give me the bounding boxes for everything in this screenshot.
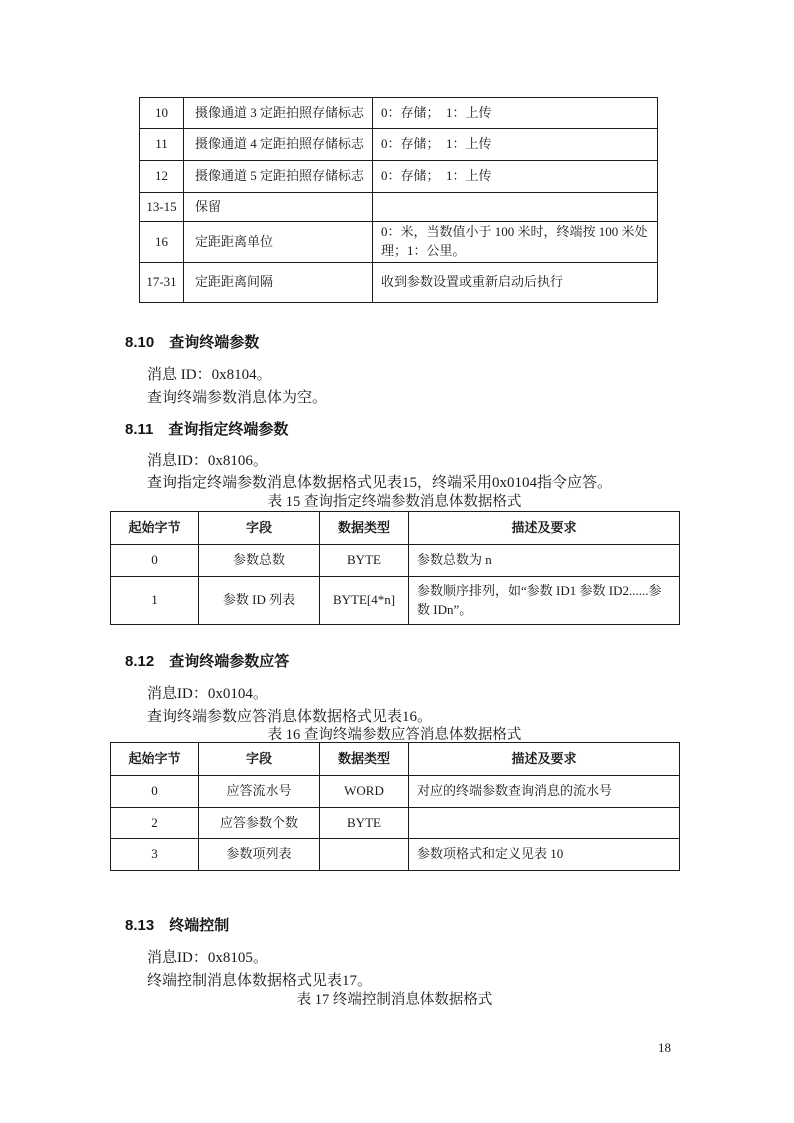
table-row	[111, 545, 680, 577]
cell-start-byte: 1	[111, 577, 199, 625]
cell-start-byte: 11	[140, 129, 184, 161]
section-title: 查询终端参数应答	[169, 653, 290, 670]
cell-field: 定距距离间隔	[184, 263, 373, 303]
section-title: 查询终端参数	[169, 334, 260, 351]
section-title: 查询指定终端参数	[168, 421, 289, 438]
table-row	[140, 129, 658, 161]
cell-description	[409, 808, 680, 839]
cell-data-type: BYTE[4*n]	[320, 577, 409, 625]
section-title: 终端控制	[169, 917, 230, 934]
cell-start-byte: 2	[111, 808, 199, 839]
table-header-row	[111, 512, 680, 545]
cell-description: 参数顺序排列，如“参数 ID1 参数 ID2......参数 IDn”。	[409, 577, 680, 625]
table-16-caption: 表 16 查询终端参数应答消息体数据格式	[267, 727, 522, 743]
cell-description: 参数项格式和定义见表 10	[409, 839, 680, 871]
cell-field: 摄像通道 3 定距拍照存储标志	[184, 98, 373, 129]
cell-start-byte: 17-31	[140, 263, 184, 303]
cell-field: 摄像通道 5 定距拍照存储标志	[184, 161, 373, 193]
page-number: 18	[658, 1040, 671, 1055]
section-number: 8.11	[125, 421, 154, 438]
paragraph-message-id: 消息ID：0x0104。	[147, 686, 268, 702]
cell-field: 应答参数个数	[199, 808, 320, 839]
cell-start-byte: 10	[140, 98, 184, 129]
section-number: 8.12	[125, 653, 155, 670]
header-field: 字段	[199, 743, 320, 776]
table-row	[140, 263, 658, 303]
table-row	[111, 776, 680, 808]
paragraph-body: 查询终端参数应答消息体数据格式见表16。	[147, 709, 433, 725]
cell-data-type: BYTE	[320, 545, 409, 577]
section-heading-8-11	[125, 418, 288, 439]
table-row	[140, 98, 658, 129]
header-description: 描述及要求	[409, 743, 680, 776]
cell-description: 收到参数设置或重新启动后执行	[373, 263, 658, 303]
header-start-byte: 起始字节	[111, 743, 199, 776]
table-14-continuation	[139, 97, 658, 303]
cell-description: 对应的终端参数查询消息的流水号	[409, 776, 680, 808]
table-15	[110, 511, 680, 625]
table-row	[111, 839, 680, 871]
cell-data-type: WORD	[320, 776, 409, 808]
header-field: 字段	[199, 512, 320, 545]
table-row	[140, 193, 658, 222]
cell-field: 应答流水号	[199, 776, 320, 808]
cell-description: 0：存储； 1：上传	[373, 98, 658, 129]
header-data-type: 数据类型	[320, 512, 409, 545]
paragraph-message-id: 消息ID：0x8105。	[147, 950, 268, 966]
cell-field: 参数总数	[199, 545, 320, 577]
cell-description: 0：存储； 1：上传	[373, 161, 658, 193]
cell-description	[373, 193, 658, 222]
table-row	[140, 222, 658, 263]
cell-description: 参数总数为 n	[409, 545, 680, 577]
cell-field: 参数项列表	[199, 839, 320, 871]
section-heading-8-12	[125, 650, 289, 671]
cell-start-byte: 0	[111, 776, 199, 808]
table-row	[111, 577, 680, 625]
cell-field: 摄像通道 4 定距拍照存储标志	[184, 129, 373, 161]
cell-data-type: BYTE	[320, 808, 409, 839]
cell-description: 0：存储； 1：上传	[373, 129, 658, 161]
cell-field: 参数 ID 列表	[199, 577, 320, 625]
paragraph-message-id: 消息ID：0x8106。	[147, 453, 268, 469]
table-row	[140, 161, 658, 193]
table-header-row	[111, 743, 680, 776]
table-row	[111, 808, 680, 839]
header-description: 描述及要求	[409, 512, 680, 545]
cell-start-byte: 13-15	[140, 193, 184, 222]
cell-field: 保留	[184, 193, 373, 222]
paragraph-body: 终端控制消息体数据格式见表17。	[147, 973, 373, 989]
table-16	[110, 742, 680, 871]
section-heading-8-10	[125, 331, 259, 352]
cell-start-byte: 12	[140, 161, 184, 193]
paragraph-body: 查询终端参数消息体为空。	[147, 390, 328, 406]
cell-start-byte: 3	[111, 839, 199, 871]
cell-description: 0：米，当数值小于 100 米时，终端按 100 米处理；1：公里。	[373, 222, 658, 263]
paragraph-body: 查询指定终端参数消息体数据格式见表15，终端采用0x0104指令应答。	[147, 475, 613, 491]
cell-data-type	[320, 839, 409, 871]
section-number: 8.13	[125, 917, 155, 934]
cell-start-byte: 0	[111, 545, 199, 577]
cell-field: 定距距离单位	[184, 222, 373, 263]
cell-start-byte: 16	[140, 222, 184, 263]
header-start-byte: 起始字节	[111, 512, 199, 545]
section-heading-8-13	[125, 914, 229, 935]
paragraph-message-id: 消息 ID：0x8104。	[147, 367, 272, 383]
table-17-caption: 表 17 终端控制消息体数据格式	[296, 992, 493, 1008]
table-15-caption: 表 15 查询指定终端参数消息体数据格式	[267, 494, 522, 510]
header-data-type: 数据类型	[320, 743, 409, 776]
section-number: 8.10	[125, 334, 155, 351]
